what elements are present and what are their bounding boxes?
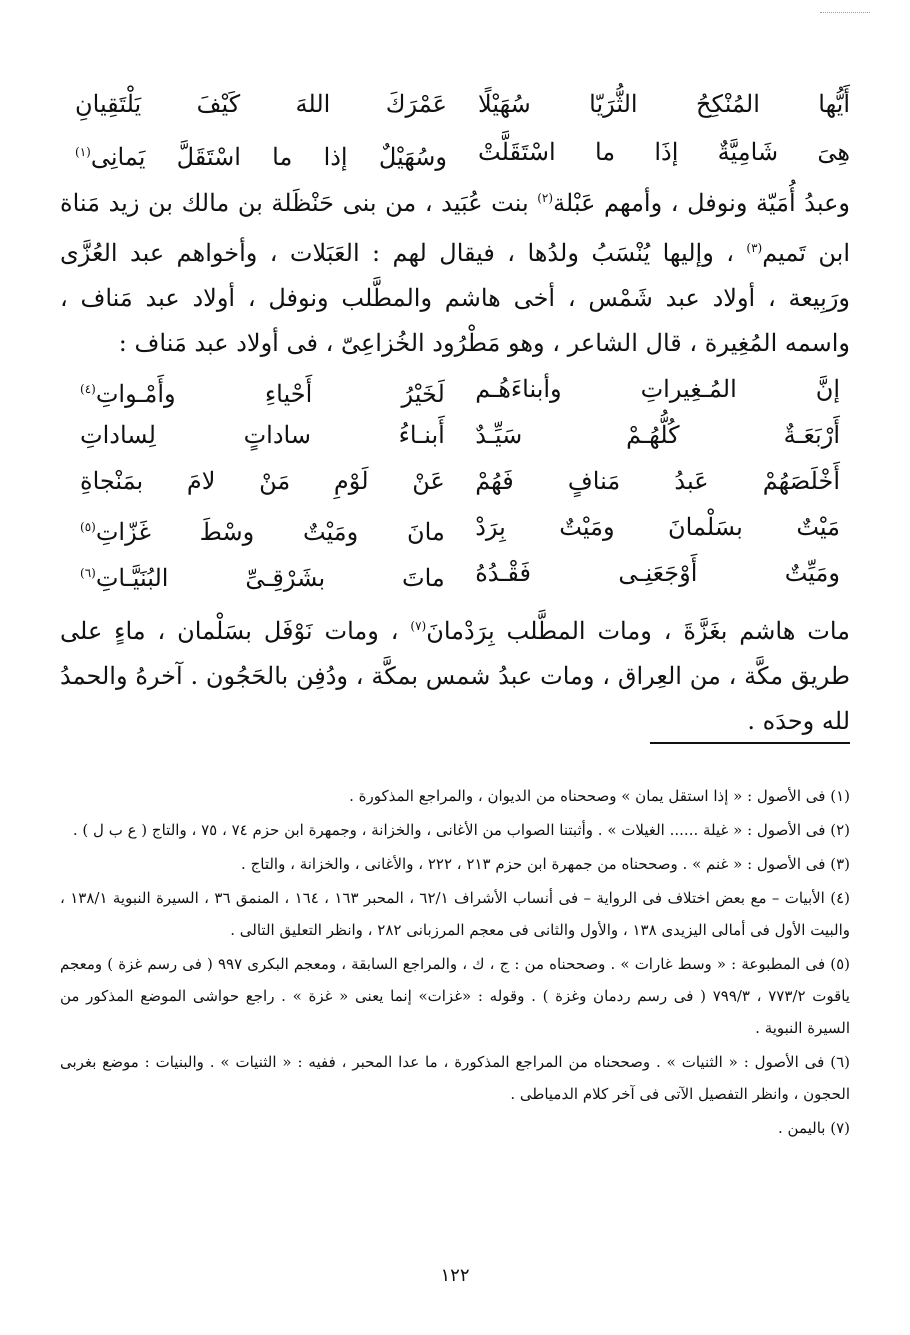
footnote: (٣) فى الأصول : « غنم » . وصححناه من جمهرة ابن حزم ٢١٣ ، ٢٢٢ ، والأغانى ، والخزانة ، والتاج . bbox=[241, 855, 850, 873]
verse-first-hemistich: مَيْتٌ بسَلْمانَ ومَيْتٌ بِرَدْ bbox=[475, 513, 840, 541]
footnote-marker: (٢) bbox=[537, 191, 554, 205]
verse-line bbox=[80, 550, 840, 596]
footnote: (٢) فى الأصول : « غيلة ...... الغيلات » . وأثبتنا الصواب من الأغانى ، والخزانة ، وجمهرة ابن حزم ٧٤ ، ٧٥ ، والتاج ( ع ب ل ) . bbox=[72, 821, 850, 839]
verse-line bbox=[80, 412, 840, 458]
footnote-marker: (١) bbox=[75, 145, 91, 159]
footnote-marker: (٤) bbox=[80, 382, 96, 396]
verse-second-hemistich: وسُهَيْلٌ إذا ما اسْتَقَلَّ يَمانِى$^{(١)}$ bbox=[75, 143, 447, 171]
verse-second-hemistich: عَنْ لَوْمِ مَنْ لامَ بمَنْجاةِ bbox=[80, 467, 445, 495]
footnote: (٥) فى المطبوعة : « وسط غارات » . وصححناه من : ج ، ك ، والمراجع السابقة ، ومعجم البكرى ٩٩٧ ( فى رسم غزة ) ومعجم ياقوت ٧٧٣/٢ ، ٧٩٩/٣ ( فى رسم ردمان وغزة ) . وقوله : «غزات» إنما يعنى « غزة » . راجع حواشى الموضع المذكور من السيرة النبوية . bbox=[60, 955, 850, 1037]
verse-second-hemistich: مانَ ومَيْتٌ وسْطَ غَزّاتِ$^{(٥)}$ bbox=[80, 518, 445, 546]
book-page bbox=[60, 80, 850, 1310]
footnote-marker: (٦) bbox=[80, 566, 96, 580]
verse-second-hemistich: لَخَيْرُ أَحْياءِ وأَمْـواتِ$^{(٤)}$ bbox=[80, 380, 445, 408]
body-paragraph: وعبدُ أُمَيّة ونوفل ، وأمهم عَبْلة$^{(٢)}$ بنت عُبَيد ، من بنى حَنْظَلة بن مالك بن زيد مَناة ابن تَميم$^{(٣)}$ ، وإليها يُنْسَبُ ولدُها ، فيقال لهم : العَبَلات ، وأخواهم عبد العُزَّى ورَبِيعة ، أولاد عبد شَمْس ، أخى هاشم والمطَّلب ونوفل ، أولاد عبد مَناف ، واسمه المُغِيرة ، قال الشاعر ، وهو مَطْرُود الخُزاعِىّ ، فى أولاد عبد مَناف : bbox=[60, 189, 851, 357]
footnote: (٧) باليمن . bbox=[777, 1119, 850, 1137]
verse-line bbox=[80, 458, 840, 504]
footnote-marker: (٥) bbox=[80, 520, 96, 534]
verse-first-hemistich: أَيُّها المُنْكِحُ الثُّرَيّا سُهَيْلًا bbox=[478, 90, 850, 118]
mutrud-poem bbox=[60, 366, 840, 596]
page-number: ١٢٢ bbox=[440, 1265, 470, 1286]
verse-first-hemistich: أَرْبَعَـةٌ كُلُّهُـمْ سَيِّـدٌ bbox=[475, 421, 840, 449]
verse-line bbox=[80, 366, 840, 412]
verse-line bbox=[75, 128, 850, 176]
footnotes bbox=[60, 780, 850, 1146]
closing-paragraph: مات هاشم بغَزَّةَ ، ومات المطَّلب بِرَدْمانَ$^{(٧)}$ ، ومات نَوْفَل بسَلْمان ، ماءٍ على طريق مكَّة ، من العِراق ، ومات عبدُ شمس بمكَّة ، ودُفِن بالحَجُون . آخرهُ والحمدُ لله وحدَه . bbox=[60, 617, 851, 735]
footnote-marker: (٧) bbox=[410, 619, 427, 633]
verse-first-hemistich: هِىَ شَامِيَّةٌ إذَا ما اسْتَقَلَّتْ bbox=[478, 138, 850, 166]
verse-first-hemistich: ومَيِّتٌ أَوْجَعَنِـى فَقْـدُهُ bbox=[475, 559, 840, 587]
footnote: (٦) فى الأصول : « الثنيات » . وصححناه من المراجع المذكورة ، ما عدا المحبر ، ففيه : « الثنيات » . والبنيات : موضع بغربى الحجون ، وانظر التفصيل الآتى فى آخر كلام الدمياطى . bbox=[60, 1053, 850, 1103]
footnote-marker: (٣) bbox=[746, 241, 763, 255]
verse-first-hemistich: إنَّ المُـغِيراتِ وأبناءَهُـم bbox=[475, 375, 840, 403]
footnote: (٤) الأبيات – مع بعض اختلاف فى الرواية – فى أنساب الأشراف ٦٢/١ ، المحبر ١٦٣ ، ١٦٤ ، المنمق ٣٦ ، السيرة النبوية ١٣٨/١ ، والبيت الأول فى أمالى اليزيدى ١٣٨ ، والأول والثانى فى معجم المرزبانى ٢٨٢ ، وانظر التعليق التالى . bbox=[60, 889, 851, 939]
verse-line bbox=[75, 80, 850, 128]
verse-first-hemistich: أَخْلَصَهُمْ عَبدُ مَنافٍ فَهُمْ bbox=[475, 467, 840, 495]
footnote: (١) فى الأصول : « إذا استقل يمان » وصححناه من الديوان ، والمراجع المذكورة . bbox=[349, 787, 850, 805]
verse-second-hemistich: عَمْرَكَ اللهَ كَيْفَ يَلْتَقِيانِ bbox=[75, 90, 447, 118]
scan-artifact bbox=[820, 12, 870, 14]
verse-second-hemistich: ماتَ بشَرْقِـىِّ البُنَيَّـاتِ$^{(٦)}$ bbox=[80, 564, 445, 592]
verse-line bbox=[80, 504, 840, 550]
footnote-divider bbox=[650, 742, 850, 744]
opening-poem bbox=[60, 80, 850, 176]
verse-second-hemistich: أَبنـاءُ ساداتٍ لِساداتِ bbox=[80, 421, 445, 449]
